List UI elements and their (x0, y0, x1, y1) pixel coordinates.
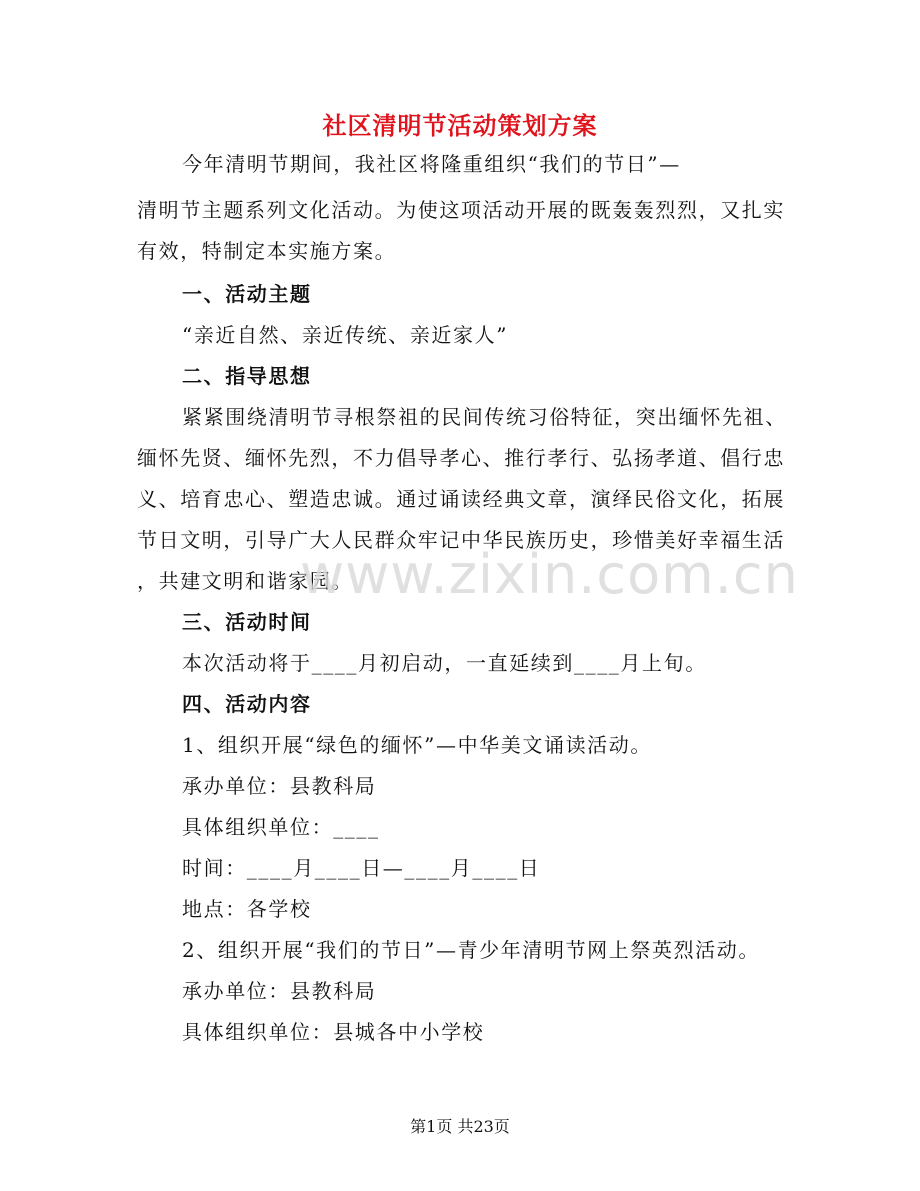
guidance-line-3: 义、培育忠心、塑造忠诚。通过诵读经典文章，演绎民俗文化，拓展 (137, 487, 785, 511)
content-item2-title: 2、组织开展“我们的节日”—青少年清明节网上祭英烈活动。 (182, 938, 760, 962)
content-item2-organizer: 承办单位：县教科局 (182, 979, 377, 1003)
section-text-theme: “亲近自然、亲近传统、亲近家人” (182, 323, 509, 347)
section-heading-content: 四、活动内容 (182, 692, 312, 716)
guidance-line-5: ，共建文明和谐家园。 (137, 569, 353, 593)
content-item1-unit: 具体组织单位：____ (182, 815, 380, 839)
section-heading-guidance: 二、指导思想 (182, 364, 312, 388)
content-item1-title: 1、组织开展“绿色的缅怀”—中华美文诵读活动。 (182, 733, 652, 757)
content-item2-unit: 具体组织单位：县城各中小学校 (182, 1020, 485, 1044)
intro-line-2: 清明节主题系列文化活动。为使这项活动开展的既轰轰烈烈，又扎实 (137, 198, 785, 222)
content-item1-organizer: 承办单位：县教科局 (182, 774, 377, 798)
content-item1-place: 地点：各学校 (182, 897, 312, 921)
content-item1-time: 时间：____月____日—____月____日 (182, 856, 541, 880)
watermark: www.zixin.com.cn (300, 543, 799, 606)
page-footer: 第1页 共23页 (410, 1117, 510, 1136)
document-title: 社区清明节活动策划方案 (322, 111, 598, 140)
guidance-line-1: 紧紧围绕清明节寻根祭祖的民间传统习俗特征，突出缅怀先祖、 (182, 405, 787, 429)
section-text-time: 本次活动将于____月初启动，一直延续到____月上旬。 (182, 651, 707, 675)
section-heading-theme: 一、活动主题 (182, 282, 312, 306)
section-heading-time: 三、活动时间 (182, 610, 312, 634)
guidance-line-4: 节日文明，引导广大人民群众牢记中华民族历史，珍惜美好幸福生活 (137, 528, 785, 552)
guidance-line-2: 缅怀先贤、缅怀先烈，不力倡导孝心、推行孝行、弘扬孝道、倡行忠 (137, 446, 785, 470)
intro-line-1: 今年清明节期间，我社区将隆重组织“我们的节日”— (182, 152, 681, 176)
intro-line-3: 有效，特制定本实施方案。 (137, 239, 397, 263)
